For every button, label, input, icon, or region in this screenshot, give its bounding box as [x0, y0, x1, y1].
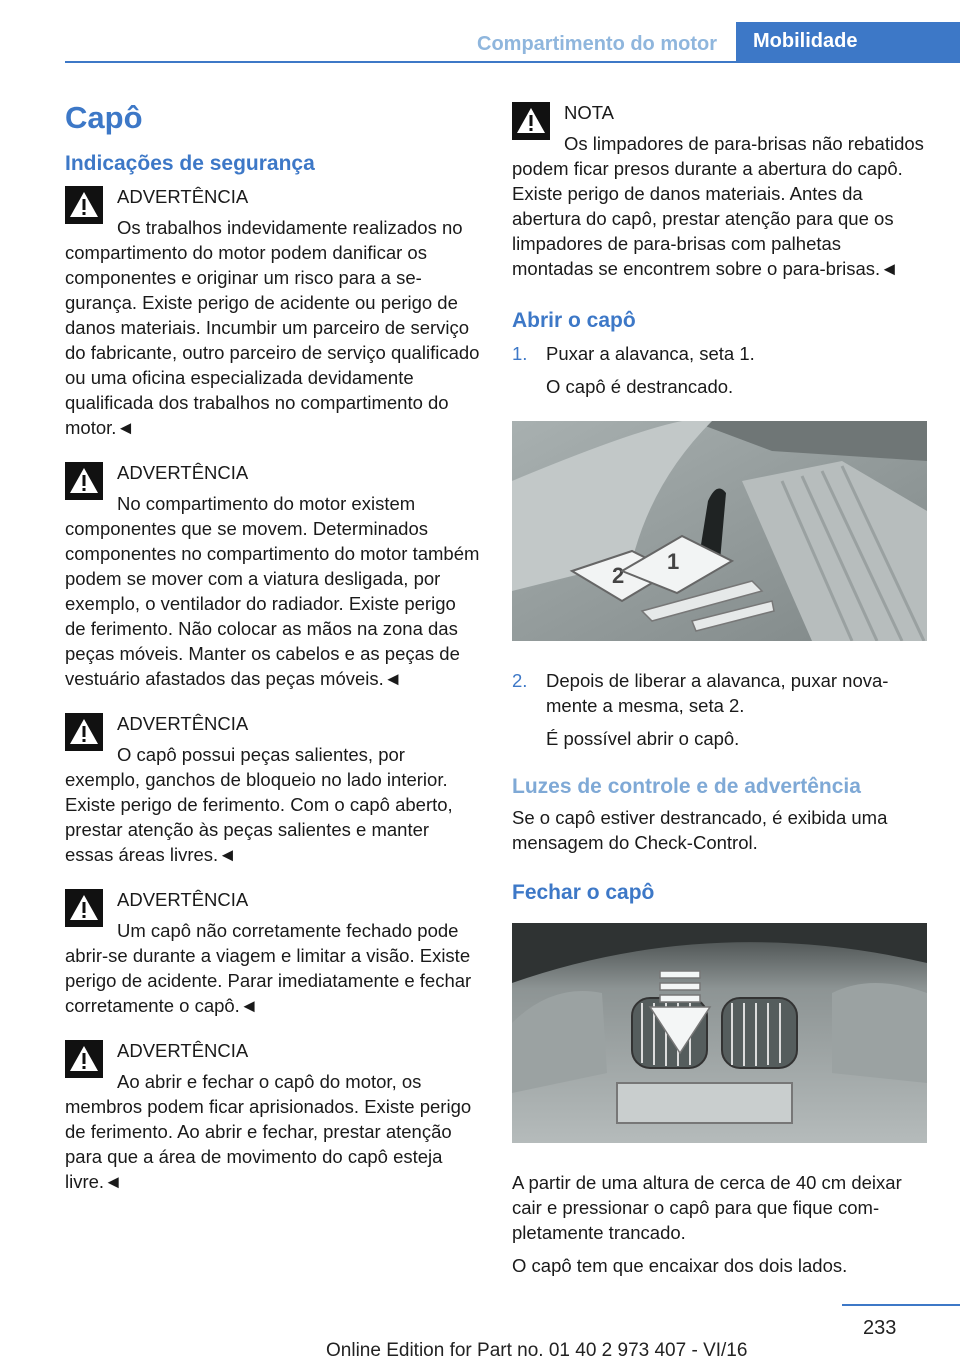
step-text: Depois de liberar a alavanca, puxar novamente a mesma, seta 2. — [546, 670, 889, 716]
close-hood-text-2: O capô tem que encaixar dos dois lados. — [512, 1255, 848, 1276]
page-number: 233 — [863, 1317, 897, 1339]
warning-lights-title: Luzes de controle e de advertência — [512, 775, 861, 798]
step-2 — [512, 668, 927, 751]
warning-icon — [65, 713, 103, 751]
warning-block — [65, 184, 480, 440]
warning-block — [65, 887, 480, 1018]
warning-text: Os trabalhos indevidamente realizados no compartimento do motor podem danificar os componentes e originar um risco para a segurança. Existe perigo de acidente ou perigo de danos materiais. Incumbir um parceiro de serviço do fabricante, outro parceiro de serviço qualificado ou uma oficina especializada devidamente qualificada dos trabalhos no compartimento do motor.◄ — [65, 217, 480, 438]
warning-text: Um capô não corretamente fechado pode abrir-se durante a viagem e limitar a visão. Existe perigo de acidente. Parar imediatamente e fechar corretamente o capô.◄ — [65, 920, 472, 1016]
header-rule — [65, 61, 960, 63]
edition-footer: Online Edition for Part no. 01 40 2 973 407 - VI/16 — [326, 1340, 748, 1361]
step-number: 1. — [512, 343, 528, 364]
warning-block — [65, 460, 480, 691]
svg-text:2: 2 — [612, 563, 625, 588]
hood-release-lever-figure — [512, 421, 927, 641]
close-hood-title: Fechar o capô — [512, 881, 655, 904]
step-text: Puxar a alavanca, seta 1. — [546, 343, 755, 364]
safety-subtitle: Indicações de segurança — [65, 152, 315, 175]
warning-text: No compartimento do motor existem componentes que se movem. Determinados componentes no compartimento do motor também podem se mover com a viatura desligada, por exemplo, o ventilador do radiador. Existe perigo de ferimento. Não colocar as mãos na zona das peças móveis. Manter os cabelos e as peças de vestuário afastados das peças móveis.◄ — [65, 493, 480, 689]
note-text: Os limpadores de para-brisas não rebatidos podem ficar presos durante a abertura do capô. Existe perigo de danos materiais. Antes da abertura do capô, prestar atenção para que os limpadores de para-brisas com palhetas montadas se encontrem sobre o para-brisas.◄ — [512, 133, 924, 279]
close-hood-figure — [512, 923, 927, 1143]
note-block — [512, 100, 927, 281]
warning-text: O capô possui peças salientes, por exemplo, ganchos de bloqueio no lado interior. Existe perigo de ferimento. Com o capô aberto, prestar atenção às peças salientes e manter essas áreas livres.◄ — [65, 744, 453, 865]
warning-kind: ADVERTÊNCIA — [117, 1040, 249, 1061]
warning-block — [65, 711, 480, 867]
page-title: Capô — [65, 100, 143, 135]
warning-text: Ao abrir e fechar o capô do motor, os membros podem ficar aprisionados. Existe perigo de ferimento. Ao abrir e fechar, prestar atenção para que a área de movimento do capô esteja livre.◄ — [65, 1071, 472, 1192]
warning-icon — [512, 102, 550, 140]
warning-icon — [65, 1040, 103, 1078]
warning-icon — [65, 462, 103, 500]
header-section: Compartimento do motor — [477, 33, 717, 55]
warning-icon — [65, 186, 103, 224]
right-column — [512, 100, 927, 1278]
left-column — [65, 100, 480, 1214]
step-result: O capô é destrancado. — [546, 376, 734, 397]
warning-icon — [65, 889, 103, 927]
warning-block — [65, 1038, 480, 1194]
warning-kind: ADVERTÊNCIA — [117, 713, 249, 734]
step-1 — [512, 341, 927, 399]
footer-rule — [842, 1304, 960, 1306]
note-kind: NOTA — [564, 102, 615, 123]
step-number: 2. — [512, 670, 528, 691]
open-hood-title: Abrir o capô — [512, 309, 636, 332]
header-chapter-tab[interactable]: Mobilidade — [736, 22, 960, 62]
warning-kind: ADVERTÊNCIA — [117, 186, 249, 207]
close-hood-text: A partir de uma altura de cerca de 40 cm deixar cair e pressionar o capô para que fique completamente trancado. — [512, 1172, 902, 1243]
warning-kind: ADVERTÊNCIA — [117, 462, 249, 483]
step-result: É possível abrir o capô. — [546, 728, 740, 749]
warning-lights-text: Se o capô estiver destrancado, é exibida uma mensagem do Check-Control. — [512, 807, 888, 853]
warning-kind: ADVERTÊNCIA — [117, 889, 249, 910]
svg-text:1: 1 — [667, 549, 680, 574]
